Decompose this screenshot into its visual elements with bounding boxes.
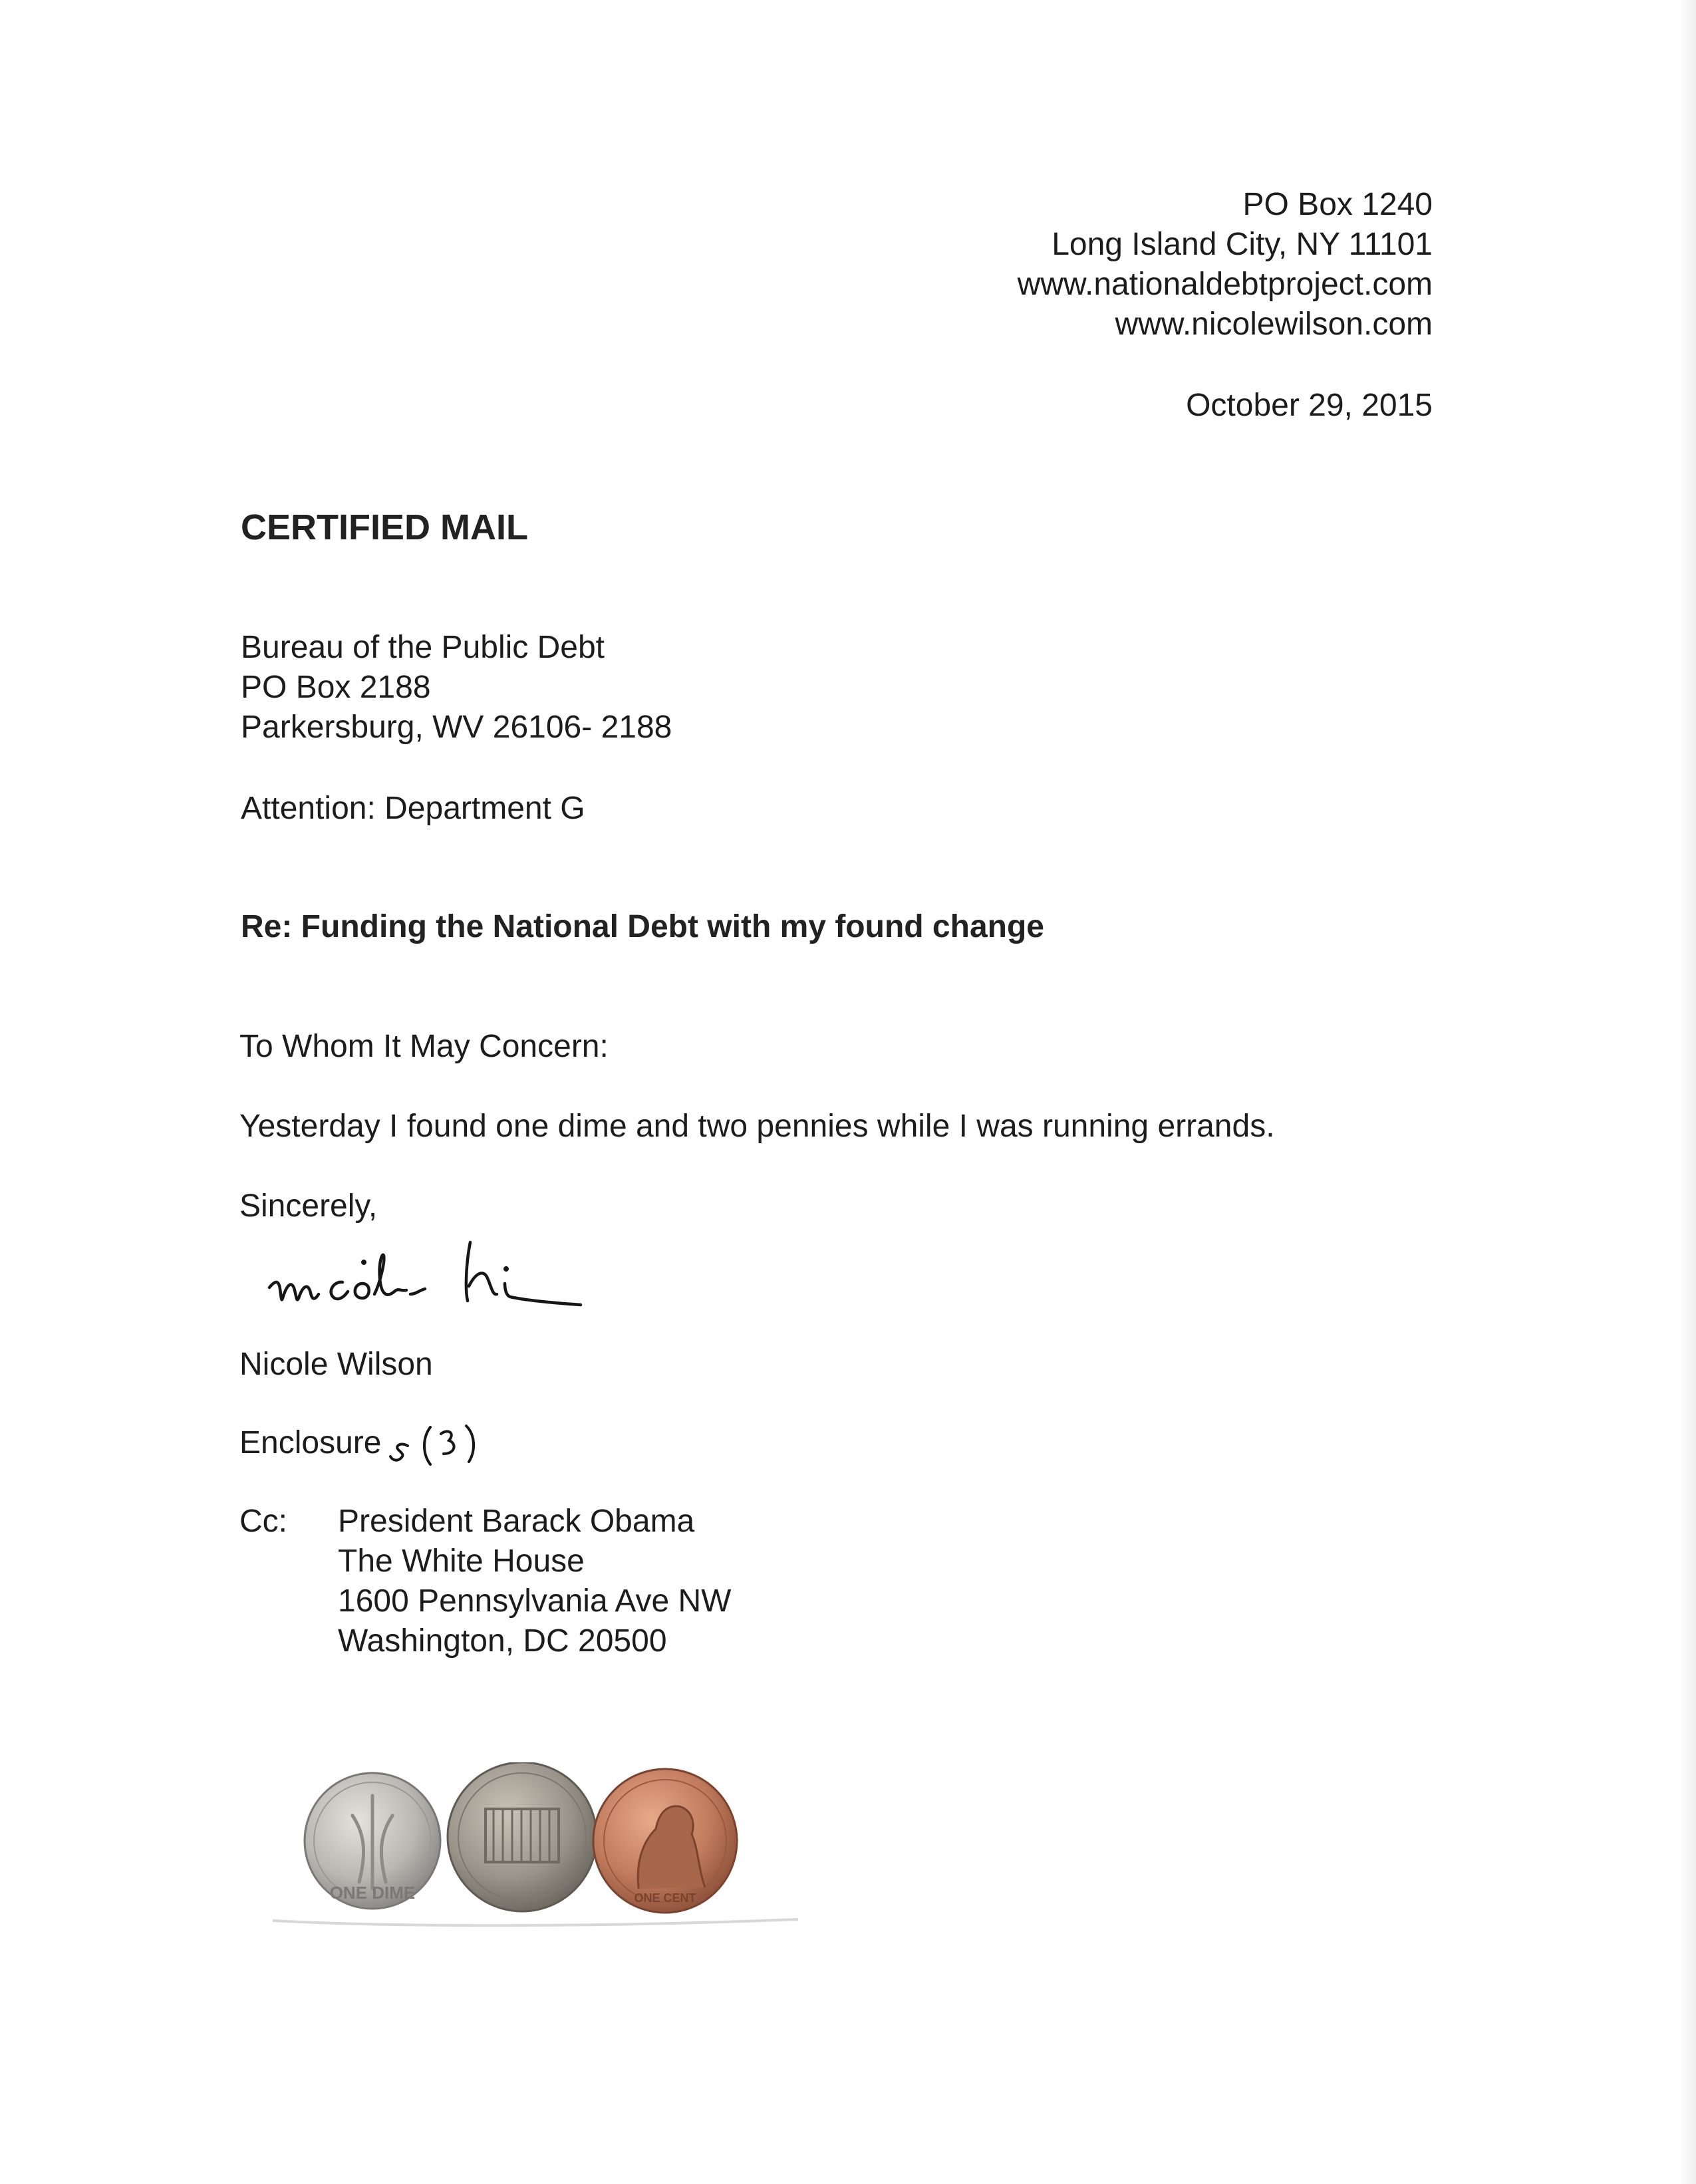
cc-address-block — [338, 1502, 731, 1661]
recipient-city-line: Parkersburg, WV 26106- 2188 — [241, 710, 672, 745]
recipient-address-block — [241, 628, 672, 748]
cc-line-street: 1600 Pennsylvania Ave NW — [338, 1583, 732, 1619]
sender-po-box: PO Box 1240 — [1242, 187, 1433, 222]
dime-text: ONE DIME — [329, 1883, 416, 1903]
sender-city-line: Long Island City, NY 11101 — [1052, 227, 1433, 262]
certified-mail-heading: CERTIFIED MAIL — [241, 507, 528, 547]
subject-line: Re: Funding the National Debt with my found change — [241, 909, 1044, 944]
cc-line-building: The White House — [338, 1544, 585, 1579]
enclosures-label: Enclosure — [239, 1425, 382, 1460]
letter-date: October 29, 2015 — [1186, 388, 1433, 423]
copper-penny-coin — [593, 1769, 737, 1913]
letter-body: Yesterday I found one dime and two pennies while I was running errands. — [239, 1109, 1275, 1144]
worn-penny-coin — [448, 1762, 597, 1911]
cc-line-city: Washington, DC 20500 — [338, 1623, 667, 1659]
signer-name: Nicole Wilson — [239, 1347, 433, 1382]
salutation: To Whom It May Concern: — [239, 1029, 609, 1064]
cc-line-name: President Barack Obama — [338, 1504, 695, 1539]
recipient-name: Bureau of the Public Debt — [241, 630, 605, 665]
closing: Sincerely, — [239, 1188, 378, 1224]
enclosed-coins-image — [266, 1762, 811, 1935]
cc-label: Cc: — [239, 1504, 287, 1539]
attention-line: Attention: Department G — [241, 791, 585, 826]
dime-coin — [305, 1773, 440, 1909]
penny-text: ONE CENT — [634, 1891, 696, 1905]
handwritten-signature — [263, 1229, 609, 1329]
page-edge-shadow — [1679, 0, 1696, 2184]
sender-website-2: www.nicolewilson.com — [1115, 307, 1433, 342]
handwritten-enclosure-count — [389, 1415, 489, 1468]
sender-website-1: www.nationaldebtproject.com — [1017, 267, 1433, 302]
sender-address-block — [768, 185, 1433, 344]
recipient-po-box: PO Box 2188 — [241, 670, 431, 705]
